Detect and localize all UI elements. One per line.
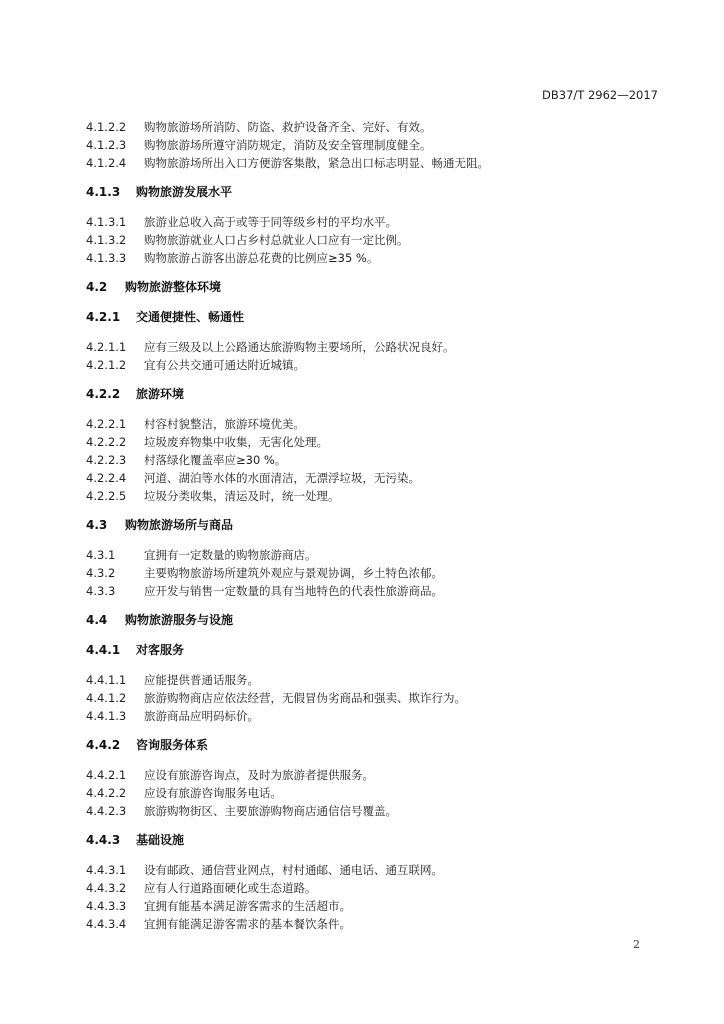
clause-item xyxy=(86,689,666,707)
clause-number: 4.4 xyxy=(86,613,108,627)
clause-number: 4.2.2.3 xyxy=(86,453,127,467)
clause-text: 村容村貌整洁，旅游环境优美。 xyxy=(144,417,305,431)
page-number: 2 xyxy=(633,938,640,951)
section-heading xyxy=(86,516,666,534)
clause-number: 4.2.2 xyxy=(86,387,121,401)
clause-item xyxy=(86,582,666,600)
clause-number: 4.4.2.1 xyxy=(86,768,127,782)
clause-number: 4.4.2.2 xyxy=(86,786,127,800)
clause-item xyxy=(86,154,666,172)
clause-number: 4.2.2.2 xyxy=(86,435,127,449)
clause-item xyxy=(86,915,666,933)
clause-text: 垃圾废弃物集中收集，无害化处理。 xyxy=(144,435,328,449)
clause-item xyxy=(86,338,666,356)
clause-text: 应能提供普通话服务。 xyxy=(144,673,259,687)
clause-text: 购物旅游场所与商品 xyxy=(125,518,234,532)
clause-item xyxy=(86,118,666,136)
clause-text: 应有人行道路面硬化或生态道路。 xyxy=(144,881,317,895)
clause-text: 对客服务 xyxy=(136,643,185,657)
document-id-header: DB37/T 2962—2017 xyxy=(542,88,658,102)
clause-number: 4.4.1.2 xyxy=(86,691,127,705)
clause-text: 河道、湖泊等水体的水面清洁，无漂浮垃圾，无污染。 xyxy=(144,471,420,485)
clause-item xyxy=(86,564,666,582)
clause-number: 4.4.3.3 xyxy=(86,899,127,913)
clause-text: 购物旅游占游客出游总花费的比例应≥35 %。 xyxy=(144,251,379,265)
clause-item xyxy=(86,356,666,374)
section-heading xyxy=(86,278,666,296)
clause-text: 主要购物旅游场所建筑外观应与景观协调，乡土特色浓郁。 xyxy=(144,566,443,580)
clause-item xyxy=(86,433,666,451)
clause-text: 应开发与销售一定数量的具有当地特色的代表性旅游商品。 xyxy=(144,584,443,598)
clause-text: 旅游商品应明码标价。 xyxy=(144,709,259,723)
clause-text: 宜拥有能基本满足游客需求的生活超市。 xyxy=(144,899,351,913)
clause-text: 购物旅游整体环境 xyxy=(125,280,222,294)
clause-item xyxy=(86,671,666,689)
clause-number: 4.2.2.5 xyxy=(86,489,127,503)
clause-number: 4.3 xyxy=(86,518,108,532)
clause-text: 购物旅游场所出入口方便游客集散，紧急出口标志明显、畅通无阻。 xyxy=(144,156,489,170)
clause-item xyxy=(86,784,666,802)
clause-text: 购物旅游场所消防、防盗、救护设备齐全、完好、有效。 xyxy=(144,120,432,134)
clause-number: 4.2.1 xyxy=(86,310,121,324)
clause-item xyxy=(86,487,666,505)
clause-text: 基础设施 xyxy=(136,833,185,847)
clause-item xyxy=(86,415,666,433)
clause-number: 4.1.3.3 xyxy=(86,251,127,265)
clause-number: 4.4.3.2 xyxy=(86,881,127,895)
clause-number: 4.1.3.2 xyxy=(86,233,127,247)
clause-text: 垃圾分类收集，清运及时，统一处理。 xyxy=(144,489,340,503)
clause-number: 4.2.2.4 xyxy=(86,471,127,485)
clause-item xyxy=(86,766,666,784)
clause-text: 旅游环境 xyxy=(136,387,185,401)
clause-text: 交通便捷性、畅通性 xyxy=(136,310,245,324)
clause-item xyxy=(86,861,666,879)
clause-text: 应设有旅游咨询点，及时为旅游者提供服务。 xyxy=(144,768,374,782)
clause-number: 4.4.2.3 xyxy=(86,804,127,818)
subsection-heading xyxy=(86,736,666,754)
clause-number: 4.4.3.4 xyxy=(86,917,127,931)
clause-number: 4.1.2.4 xyxy=(86,156,127,170)
clause-text: 购物旅游发展水平 xyxy=(136,185,233,199)
clause-text: 旅游购物街区、主要旅游购物商店通信信号覆盖。 xyxy=(144,804,397,818)
clause-text: 宜拥有一定数量的购物旅游商店。 xyxy=(144,548,317,562)
clause-item xyxy=(86,451,666,469)
document-body xyxy=(86,118,666,933)
subsection-heading xyxy=(86,183,666,201)
clause-number: 4.4.1 xyxy=(86,643,121,657)
clause-number: 4.4.1.3 xyxy=(86,709,127,723)
clause-text: 宜有公共交通可通达附近城镇。 xyxy=(144,358,305,372)
clause-text: 村落绿化覆盖率应≥30 %。 xyxy=(144,453,287,467)
clause-item xyxy=(86,249,666,267)
clause-number: 4.1.2.3 xyxy=(86,138,127,152)
clause-item xyxy=(86,897,666,915)
clause-item xyxy=(86,231,666,249)
clause-item xyxy=(86,136,666,154)
clause-text: 购物旅游场所遵守消防规定，消防及安全管理制度健全。 xyxy=(144,138,432,152)
clause-item xyxy=(86,546,666,564)
clause-item xyxy=(86,707,666,725)
clause-number: 4.1.3 xyxy=(86,185,121,199)
clause-text: 购物旅游就业人口占乡村总就业人口应有一定比例。 xyxy=(144,233,409,247)
clause-number: 4.2 xyxy=(86,280,108,294)
clause-number: 4.3.2 xyxy=(86,566,116,580)
clause-text: 应设有旅游咨询服务电话。 xyxy=(144,786,282,800)
clause-text: 咨询服务体系 xyxy=(136,738,209,752)
clause-number: 4.4.3.1 xyxy=(86,863,127,877)
clause-number: 4.2.1.2 xyxy=(86,358,127,372)
clause-text: 设有邮政、通信营业网点，村村通邮、通电话、通互联网。 xyxy=(144,863,443,877)
clause-item xyxy=(86,879,666,897)
subsection-heading xyxy=(86,641,666,659)
clause-item xyxy=(86,213,666,231)
clause-text: 宜拥有能满足游客需求的基本餐饮条件。 xyxy=(144,917,351,931)
clause-number: 4.2.2.1 xyxy=(86,417,127,431)
clause-number: 4.3.3 xyxy=(86,584,116,598)
clause-number: 4.1.3.1 xyxy=(86,215,127,229)
clause-number: 4.4.3 xyxy=(86,833,121,847)
clause-text: 旅游购物商店应依法经营，无假冒伪劣商品和强卖、欺诈行为。 xyxy=(144,691,466,705)
clause-number: 4.1.2.2 xyxy=(86,120,127,134)
clause-item xyxy=(86,802,666,820)
clause-number: 4.4.1.1 xyxy=(86,673,127,687)
clause-item xyxy=(86,469,666,487)
clause-text: 应有三级及以上公路通达旅游购物主要场所，公路状况良好。 xyxy=(144,340,455,354)
clause-text: 购物旅游服务与设施 xyxy=(125,613,234,627)
clause-number: 4.4.2 xyxy=(86,738,121,752)
subsection-heading xyxy=(86,385,666,403)
subsection-heading xyxy=(86,308,666,326)
clause-number: 4.2.1.1 xyxy=(86,340,127,354)
section-heading xyxy=(86,611,666,629)
clause-number: 4.3.1 xyxy=(86,548,116,562)
subsection-heading xyxy=(86,831,666,849)
clause-text: 旅游业总收入高于或等于同等级乡村的平均水平。 xyxy=(144,215,397,229)
